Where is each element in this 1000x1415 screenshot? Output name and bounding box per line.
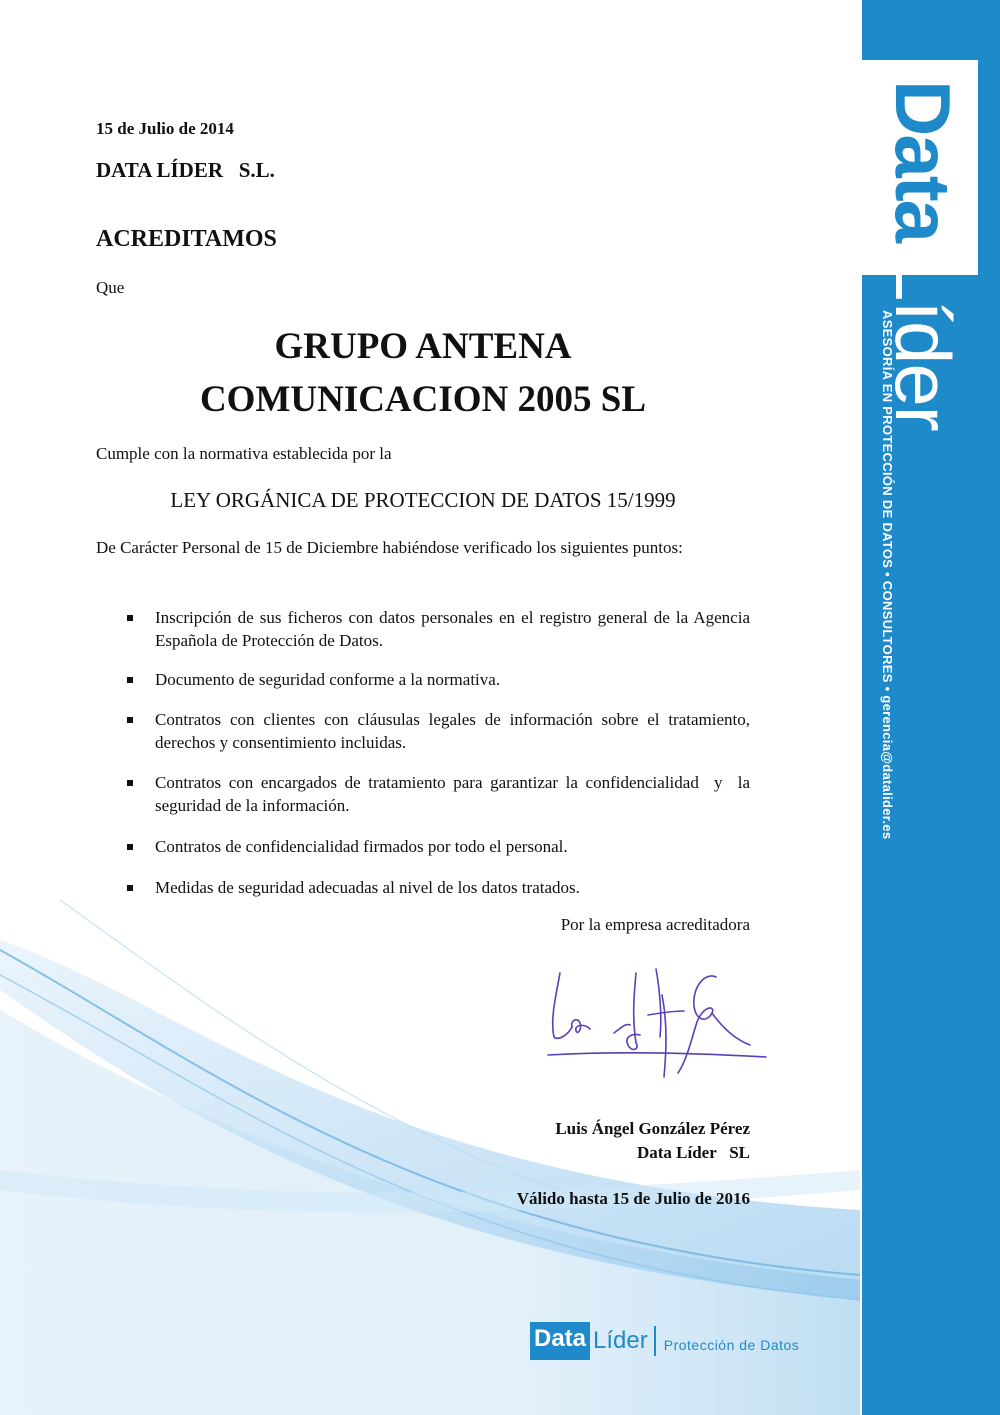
bullet-icon [127,780,133,786]
accredit-heading: ACREDITAMOS [96,226,277,252]
list-item [96,606,755,652]
footer-logo-tagline: Protección de Datos [663,1337,800,1353]
accrediting-company-label: Por la empresa acreditadora [560,915,750,934]
validity-date: Válido hasta 15 de Julio de 2016 [516,1189,750,1208]
certified-company-name [96,320,750,426]
bullet-icon [127,615,133,621]
brand-band-logo-data: Data [879,80,967,242]
bullet-icon [127,885,133,891]
bullet-icon [127,677,133,683]
signer-name: Luis Ángel González Pérez [555,1119,750,1138]
list-item-text: Documento de seguridad conforme a la normativa. [155,670,501,689]
list-item [96,876,750,899]
certified-company-line1: GRUPO ANTENA [274,326,572,367]
list-item [96,668,750,691]
list-item-text: Inscripción de sus ficheros con datos personales en el registro general de la Agencia Española de Protección de Datos. [155,608,755,650]
list-item-text: Medidas de seguridad adecuadas al nivel de los datos tratados. [155,878,580,897]
footer-logo-lider: Líder [593,1327,648,1354]
bullet-icon [127,717,133,723]
law-title: LEY ORGÁNICA DE PROTECCION DE DATOS 15/1999 [170,488,676,512]
list-item [96,708,750,754]
verified-points-list [96,606,755,899]
issuer-company: DATA LÍDER S.L. [96,158,275,182]
footer-logo-separator [654,1326,656,1356]
que-label: Que [96,278,125,297]
bullet-icon [127,844,133,850]
list-item-text: Contratos con encargados de tratamiento para garantizar la confidencialidad y la seguridad de la información. [155,773,755,815]
brand-band-tagline: ASESORÍA EN PROTECCIÓN DE DATOS • CONSULTORES • gerencia@datalider.es [880,310,895,840]
certified-company-line2: COMUNICACION 2005 SL [199,379,647,420]
issue-date: 15 de Julio de 2014 [96,119,234,138]
list-item-text: Contratos de confidencialidad firmados por todo el personal. [155,837,568,856]
footer-logo-data: Data [530,1322,590,1360]
verification-intro: De Carácter Personal de 15 de Diciembre habiéndose verificado los siguientes puntos: [96,538,683,557]
list-item [96,835,750,858]
compliance-statement: Cumple con la normativa establecida por la [96,444,392,463]
list-item [96,771,755,817]
list-item-text: Contratos con clientes con cláusulas legales de información sobre el tratamiento, derechos y consentimiento incluidas. [155,710,750,752]
footer-brand-logo [530,1318,799,1364]
signer-company: Data Líder SL [636,1143,750,1162]
handwritten-signature [536,965,771,1080]
brand-band-logo-lider: Líder [879,258,967,431]
